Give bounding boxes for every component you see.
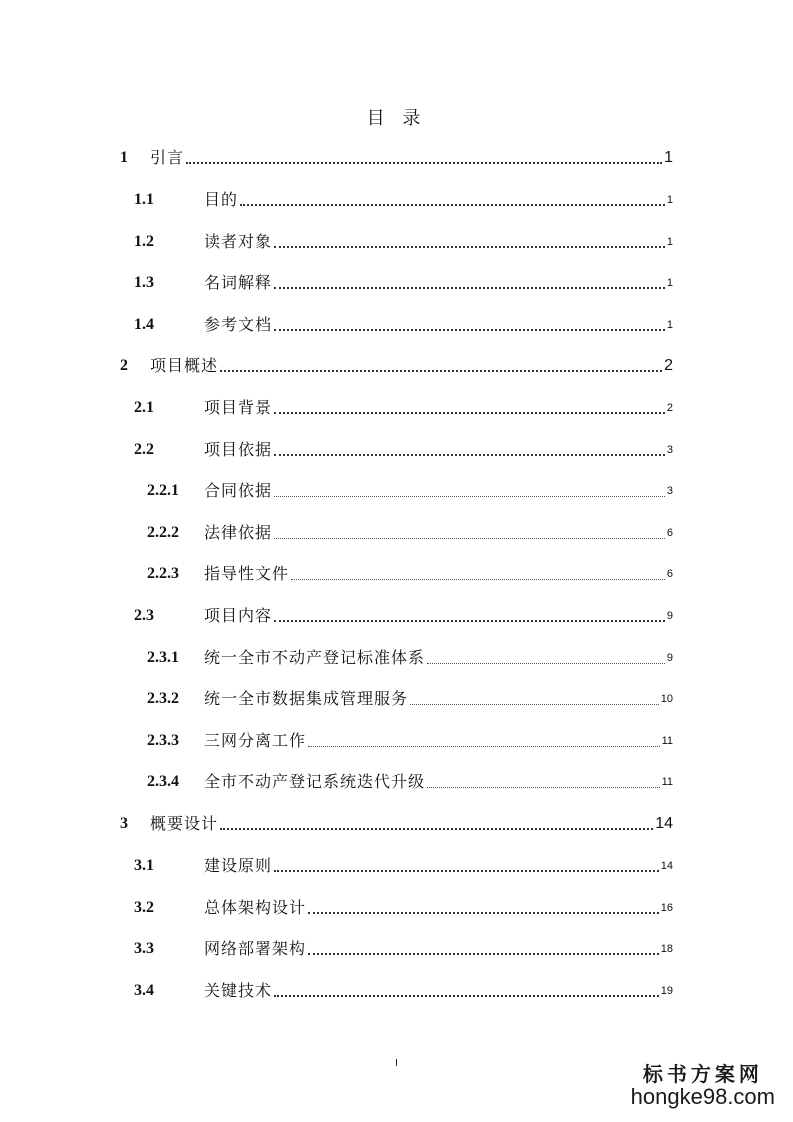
toc-entry[interactable] [147, 687, 673, 711]
toc-page: 10 [660, 693, 673, 705]
toc-number: 1 [120, 149, 128, 166]
toc-page: 9 [666, 652, 673, 664]
toc-leader [274, 495, 665, 497]
toc-entry[interactable] [134, 896, 673, 920]
toc-leader [427, 662, 665, 664]
toc-entry[interactable] [134, 854, 673, 878]
toc-entry[interactable] [147, 729, 673, 753]
toc-leader [291, 578, 665, 580]
toc-label: 项目背景 [204, 398, 273, 417]
toc-leader [220, 369, 662, 372]
toc-leader [274, 537, 665, 539]
toc-number: 1.1 [134, 191, 154, 208]
toc-label: 总体架构设计 [204, 898, 307, 917]
toc-number: 2.3.4 [147, 773, 179, 790]
toc-leader [308, 745, 660, 747]
toc-page: 2 [664, 357, 673, 374]
toc-page: 1 [666, 277, 673, 289]
toc-number: 2.2.1 [147, 482, 179, 499]
toc-leader [274, 869, 659, 872]
toc-entry[interactable] [134, 396, 673, 420]
toc-page: 1 [664, 149, 673, 166]
toc-leader [220, 827, 653, 830]
toc-page: 1 [666, 194, 673, 206]
toc-label: 引言 [150, 148, 185, 167]
toc-leader [240, 203, 665, 206]
toc-number: 2.3 [134, 607, 154, 624]
toc-label: 统一全市不动产登记标准体系 [204, 648, 426, 667]
toc-entry[interactable] [134, 937, 673, 961]
toc-title: 目 录 [366, 108, 427, 129]
toc-entry[interactable] [147, 479, 673, 503]
toc-number: 2.2.2 [147, 524, 179, 541]
toc-label: 三网分离工作 [204, 731, 307, 750]
toc-page: 3 [666, 485, 673, 497]
toc-entry[interactable] [120, 812, 673, 836]
toc-entry[interactable] [120, 146, 673, 170]
watermark-cn-text: 标书方案网 [642, 1062, 763, 1086]
toc-number: 2 [120, 357, 128, 374]
toc-page: 6 [666, 568, 673, 580]
toc-number: 2.3.3 [147, 732, 179, 749]
toc-number: 3.1 [134, 857, 154, 874]
toc-leader [427, 786, 660, 788]
toc-number: 3.3 [134, 940, 154, 957]
page-number: I [395, 1058, 398, 1069]
toc-entry[interactable] [147, 646, 673, 670]
toc-page: 11 [661, 735, 673, 747]
toc-label: 项目依据 [204, 440, 273, 459]
toc-leader [308, 952, 659, 955]
toc-leader [308, 911, 659, 914]
toc-label: 网络部署架构 [204, 939, 307, 958]
toc-number: 2.3.1 [147, 649, 179, 666]
toc-label: 名词解释 [204, 273, 273, 292]
toc-entry[interactable] [134, 979, 673, 1003]
toc-entry[interactable] [134, 438, 673, 462]
toc-number: 1.2 [134, 233, 154, 250]
toc-entry[interactable] [147, 770, 673, 794]
toc-label: 参考文档 [204, 315, 273, 334]
toc-number: 3.2 [134, 899, 154, 916]
toc-leader [274, 994, 659, 997]
toc-leader [410, 703, 659, 705]
toc-page: 1 [666, 319, 673, 331]
toc-number: 1.3 [134, 274, 154, 291]
toc-number: 3.4 [134, 982, 154, 999]
toc-entry[interactable] [147, 562, 673, 586]
toc-leader [274, 286, 665, 289]
toc-page: 3 [666, 444, 673, 456]
toc-page: 16 [660, 902, 673, 914]
toc-page: 11 [661, 776, 673, 788]
toc-label: 关键技术 [204, 981, 273, 1000]
toc-label: 全市不动产登记系统迭代升级 [204, 772, 426, 791]
toc-page: 18 [660, 943, 673, 955]
toc-page: 6 [666, 527, 673, 539]
toc-leader [274, 411, 665, 414]
toc-number: 3 [120, 815, 128, 832]
watermark-en-text: hongke98.com [630, 1084, 775, 1109]
toc-label: 指导性文件 [204, 564, 290, 583]
toc-number: 1.4 [134, 316, 154, 333]
toc-number: 2.3.2 [147, 690, 179, 707]
toc-page: 14 [660, 860, 673, 872]
toc-page: 1 [666, 236, 673, 248]
toc-label: 项目内容 [204, 606, 273, 625]
toc-label: 法律依据 [204, 523, 273, 542]
toc-leader [274, 453, 665, 456]
toc-label: 统一全市数据集成管理服务 [204, 689, 409, 708]
toc-number: 2.2 [134, 441, 154, 458]
toc-label: 建设原则 [204, 856, 273, 875]
toc-leader [274, 619, 665, 622]
toc-leader [274, 245, 665, 248]
watermark-logo [631, 1064, 775, 1108]
toc-page: 14 [655, 815, 673, 832]
toc-page: 2 [666, 402, 673, 414]
toc-label: 合同依据 [204, 481, 273, 500]
toc-label: 项目概述 [150, 356, 219, 375]
toc-entry[interactable] [134, 604, 673, 628]
toc-page: 19 [660, 985, 673, 997]
toc-page: 9 [666, 610, 673, 622]
toc-entry[interactable] [120, 354, 673, 378]
toc-entry[interactable] [134, 313, 673, 337]
toc-leader [186, 161, 662, 164]
toc-entry[interactable] [134, 271, 673, 295]
toc-label: 读者对象 [204, 232, 273, 251]
toc-number: 2.1 [134, 399, 154, 416]
toc-entry[interactable] [147, 521, 673, 545]
toc-entry[interactable] [134, 188, 673, 212]
toc-number: 2.2.3 [147, 565, 179, 582]
toc-leader [274, 328, 665, 331]
toc-label: 目的 [204, 190, 239, 209]
toc-label: 概要设计 [150, 814, 219, 833]
toc-entry[interactable] [134, 230, 673, 254]
